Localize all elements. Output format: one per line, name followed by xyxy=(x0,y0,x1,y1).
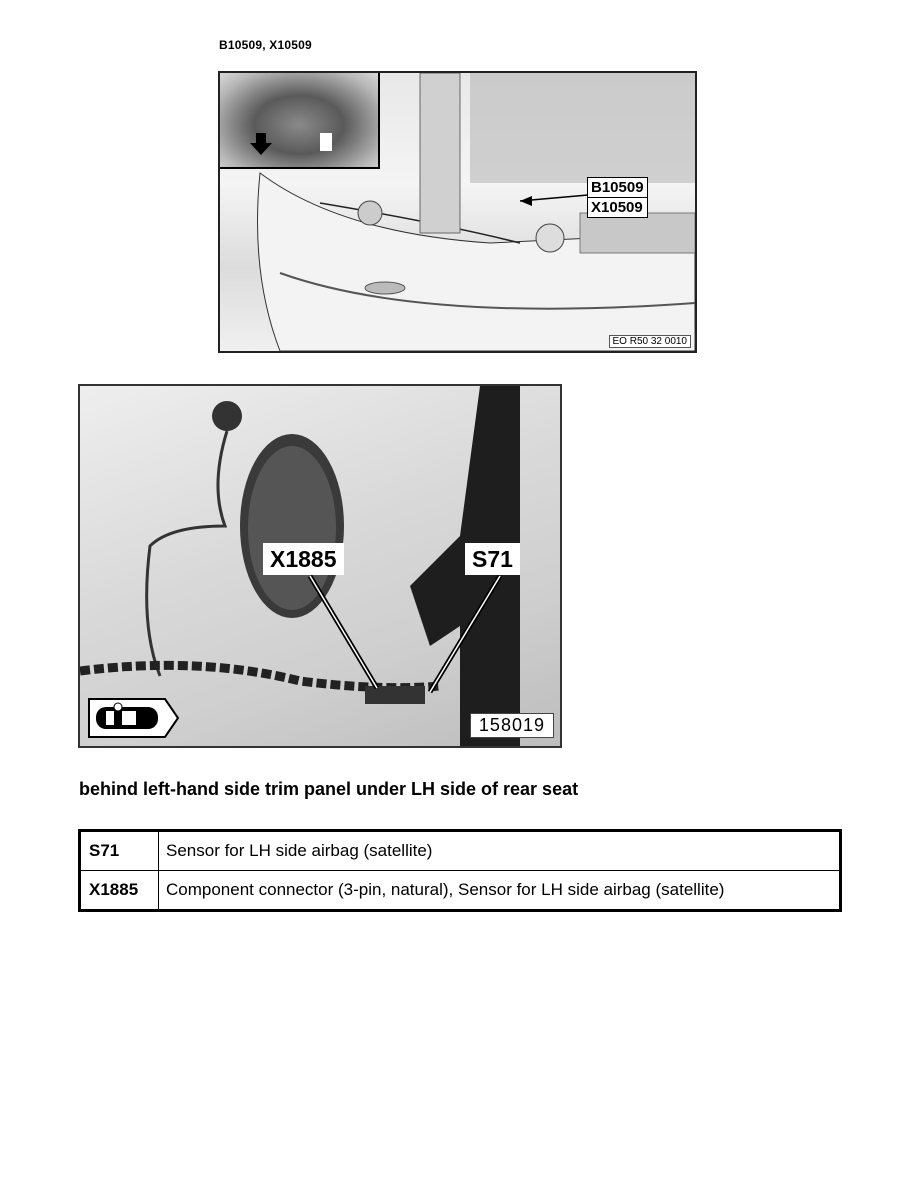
figure-rear-seat-area xyxy=(78,384,562,748)
table-row xyxy=(80,871,841,911)
component-code: X1885 xyxy=(80,871,159,911)
page-heading: B10509, X10509 xyxy=(219,38,312,52)
figure-engine-bay xyxy=(218,71,697,353)
component-code: S71 xyxy=(80,831,159,871)
component-label-box xyxy=(587,177,648,218)
label-b10509: B10509 xyxy=(591,179,644,196)
table-row xyxy=(80,831,841,871)
component-legend-table xyxy=(78,829,842,912)
figure-code: EO R50 32 0010 xyxy=(609,335,692,348)
label-x10509: X10509 xyxy=(588,197,647,217)
callout-s71: S71 xyxy=(465,543,520,575)
component-description: Component connector (3-pin, natural), Sensor for LH side airbag (satellite) xyxy=(159,871,841,911)
inset-overview xyxy=(220,73,380,169)
car-top-view-icon xyxy=(88,698,180,738)
component-description: Sensor for LH side airbag (satellite) xyxy=(159,831,841,871)
callout-x1885: X1885 xyxy=(263,543,344,575)
location-description: behind left-hand side trim panel under LH side of rear seat xyxy=(79,779,579,799)
figure-code: 158019 xyxy=(470,713,554,738)
arrow-down-icon xyxy=(220,73,378,167)
